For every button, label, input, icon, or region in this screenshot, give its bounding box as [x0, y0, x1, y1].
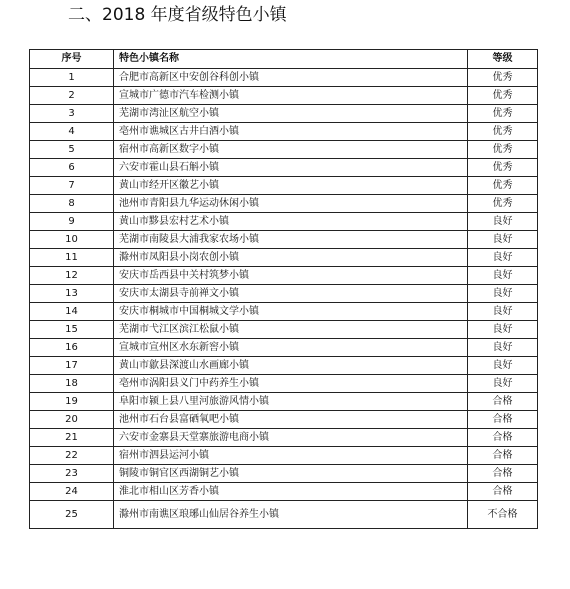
table-row [30, 177, 538, 195]
cell-grade: 良好 [468, 285, 538, 303]
table-row [30, 447, 538, 465]
cell-grade: 优秀 [468, 177, 538, 195]
cell-no: 18 [30, 375, 114, 393]
cell-name: 六安市金寨县天堂寨旅游电商小镇 [114, 429, 468, 447]
cell-grade: 优秀 [468, 141, 538, 159]
cell-grade: 不合格 [468, 501, 538, 529]
cell-grade: 优秀 [468, 123, 538, 141]
cell-no: 3 [30, 105, 114, 123]
cell-no: 24 [30, 483, 114, 501]
table-row [30, 141, 538, 159]
cell-name: 亳州市涡阳县义门中药养生小镇 [114, 375, 468, 393]
cell-grade: 良好 [468, 321, 538, 339]
cell-no: 20 [30, 411, 114, 429]
cell-no: 6 [30, 159, 114, 177]
cell-grade: 良好 [468, 357, 538, 375]
table-row [30, 375, 538, 393]
cell-name: 黄山市黟县宏村艺术小镇 [114, 213, 468, 231]
cell-grade: 优秀 [468, 195, 538, 213]
cell-no: 16 [30, 339, 114, 357]
cell-grade: 良好 [468, 303, 538, 321]
table-row [30, 429, 538, 447]
cell-no: 4 [30, 123, 114, 141]
cell-name: 宿州市泗县运河小镇 [114, 447, 468, 465]
cell-name: 合肥市高新区中安创谷科创小镇 [114, 69, 468, 87]
cell-grade: 良好 [468, 249, 538, 267]
cell-grade: 优秀 [468, 87, 538, 105]
cell-no: 10 [30, 231, 114, 249]
table-row [30, 501, 538, 529]
cell-grade: 优秀 [468, 105, 538, 123]
cell-no: 21 [30, 429, 114, 447]
table-row [30, 123, 538, 141]
cell-grade: 合格 [468, 393, 538, 411]
table-body [30, 69, 538, 529]
cell-no: 22 [30, 447, 114, 465]
cell-name: 安庆市桐城市中国桐城文学小镇 [114, 303, 468, 321]
cell-name: 亳州市谯城区古井白酒小镇 [114, 123, 468, 141]
cell-name: 淮北市相山区芳香小镇 [114, 483, 468, 501]
cell-name: 宿州市高新区数字小镇 [114, 141, 468, 159]
cell-no: 8 [30, 195, 114, 213]
cell-no: 14 [30, 303, 114, 321]
cell-name: 池州市青阳县九华运动休闲小镇 [114, 195, 468, 213]
cell-name: 六安市霍山县石斛小镇 [114, 159, 468, 177]
cell-name: 宣城市宣州区水东新窖小镇 [114, 339, 468, 357]
table-row [30, 105, 538, 123]
cell-grade: 良好 [468, 339, 538, 357]
cell-name: 宣城市广德市汽车检测小镇 [114, 87, 468, 105]
cell-grade: 良好 [468, 267, 538, 285]
table-row [30, 213, 538, 231]
table-row [30, 231, 538, 249]
cell-name: 芜湖市湾沚区航空小镇 [114, 105, 468, 123]
table-row [30, 159, 538, 177]
cell-grade: 优秀 [468, 159, 538, 177]
header-no: 序号 [30, 50, 114, 69]
cell-name: 芜湖市南陵县大浦我家农场小镇 [114, 231, 468, 249]
cell-grade: 良好 [468, 213, 538, 231]
cell-no: 12 [30, 267, 114, 285]
cell-name: 滁州市凤阳县小岗农创小镇 [114, 249, 468, 267]
table-row [30, 339, 538, 357]
table-row [30, 87, 538, 105]
cell-name: 滁州市南谯区琅琊山仙居谷养生小镇 [114, 501, 468, 529]
cell-no: 19 [30, 393, 114, 411]
cell-grade: 合格 [468, 429, 538, 447]
cell-name: 黄山市经开区徽艺小镇 [114, 177, 468, 195]
table-row [30, 195, 538, 213]
table-row [30, 267, 538, 285]
table-row [30, 483, 538, 501]
cell-name: 池州市石台县富硒氧吧小镇 [114, 411, 468, 429]
header-name: 特色小镇名称 [114, 50, 468, 69]
cell-no: 13 [30, 285, 114, 303]
cell-grade: 合格 [468, 465, 538, 483]
cell-no: 9 [30, 213, 114, 231]
cell-no: 17 [30, 357, 114, 375]
table-row [30, 411, 538, 429]
header-grade: 等级 [468, 50, 538, 69]
cell-grade: 合格 [468, 411, 538, 429]
table-row [30, 249, 538, 267]
table-row [30, 321, 538, 339]
cell-name: 阜阳市颍上县八里河旅游风情小镇 [114, 393, 468, 411]
town-ranking-table [29, 49, 538, 529]
cell-grade: 合格 [468, 483, 538, 501]
table-row [30, 357, 538, 375]
cell-no: 25 [30, 501, 114, 529]
table-header-row [30, 50, 538, 69]
cell-no: 11 [30, 249, 114, 267]
cell-name: 安庆市太湖县寺前禅文小镇 [114, 285, 468, 303]
cell-no: 5 [30, 141, 114, 159]
table-row [30, 69, 538, 87]
cell-grade: 良好 [468, 231, 538, 249]
table-row [30, 285, 538, 303]
cell-no: 7 [30, 177, 114, 195]
cell-no: 2 [30, 87, 114, 105]
cell-no: 1 [30, 69, 114, 87]
page-title: 二、2018 年度省级特色小镇 [68, 5, 287, 25]
cell-grade: 优秀 [468, 69, 538, 87]
cell-no: 15 [30, 321, 114, 339]
table-row [30, 465, 538, 483]
table-row [30, 303, 538, 321]
cell-name: 黄山市歙县深渡山水画廊小镇 [114, 357, 468, 375]
cell-no: 23 [30, 465, 114, 483]
cell-name: 芜湖市弋江区滨江松鼠小镇 [114, 321, 468, 339]
cell-grade: 良好 [468, 375, 538, 393]
table-row [30, 393, 538, 411]
cell-grade: 合格 [468, 447, 538, 465]
cell-name: 安庆市岳西县中关村筑梦小镇 [114, 267, 468, 285]
cell-name: 铜陵市铜官区西湖铜艺小镇 [114, 465, 468, 483]
